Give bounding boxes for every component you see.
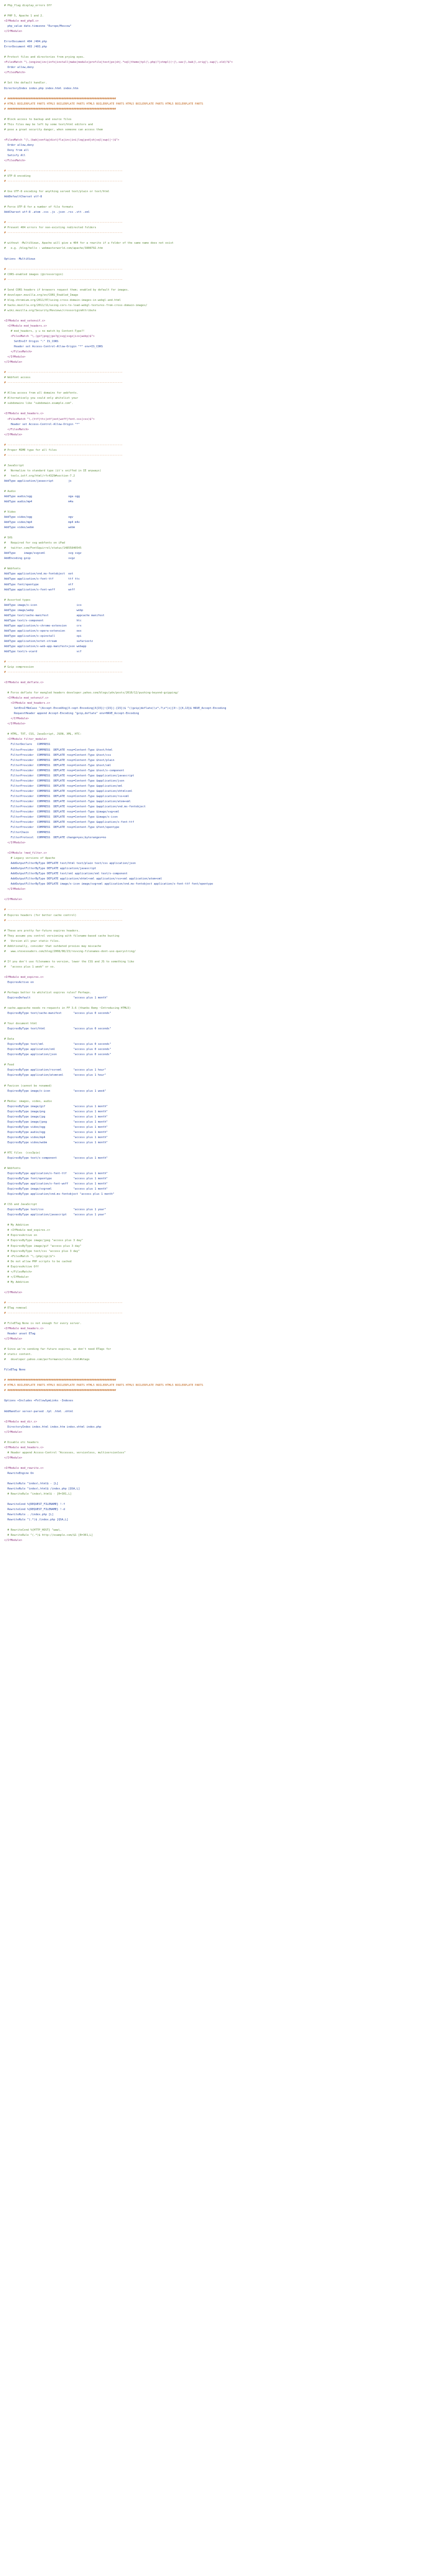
code-line: # ---------------------------------------------------------------------- [4, 221, 123, 225]
code-line [4, 215, 426, 220]
code-line: </IfModule> [4, 355, 26, 359]
code-line [4, 1217, 426, 1223]
code-line: # blog.chromium.org/2011/07/using-cross-domain-images-in-webgl-and.html [4, 298, 121, 302]
code-line: ExpiresByType application/json "access plus 0 seconds" [4, 1053, 111, 1057]
code-line: FilterProvider COMPRESS DEFLATE resp=Content-Type $application/xml [4, 784, 123, 788]
code-line [4, 132, 426, 138]
code-line: # ---------------------------------------------------------------------- [4, 267, 123, 271]
code-line: FileETag None [4, 1368, 26, 1372]
code-line: ExpiresByType image/gif "access plus 1 month" [4, 1105, 108, 1108]
code-line [4, 1031, 426, 1037]
code-line: ExpiresByType application/rss+xml "access plus 1 hour" [4, 1069, 106, 1072]
code-line: # ExpiresActive on [4, 1234, 37, 1238]
code-line [4, 1461, 426, 1466]
code-line: AddType image/webp webp [4, 608, 84, 612]
code-line: # Gzip compression [4, 666, 34, 669]
code-line: # ---------------------------------------------------------------------- [4, 1311, 123, 1315]
code-line [4, 845, 426, 851]
code-line: ExpiresByType application/xml "access plus 0 seconds" [4, 1048, 111, 1052]
code-line: # ---------------------------------------------------------------------- [4, 908, 123, 912]
code-line: </IfModule> [4, 888, 26, 891]
code-line: Options +Includes +FollowSymLinks -Indexes [4, 1399, 73, 1403]
code-line [4, 262, 426, 267]
code-line: # ---------------------------------------------------------------------- [4, 671, 123, 674]
code-line: AddType video/mp4 mp4 m4v [4, 521, 80, 524]
code-line: # ---------------------------------------------------------------------- [4, 660, 123, 664]
code-line: # ################################################################## [4, 97, 116, 100]
code-line [4, 685, 426, 690]
code-line: # mod_headers, y u no match by Content-Type?! [4, 329, 85, 333]
code-line: ExpiresByType application/atom+xml "access plus 1 hour" [4, 1074, 106, 1077]
code-line: FilterProvider COMPRESS DEFLATE resp=Content-Type $text/css [4, 753, 111, 757]
code-line: # Your document html [4, 1022, 37, 1026]
code-line: # ################################################################## [4, 1389, 116, 1393]
code-line: RewriteCond %{REQUEST_FILENAME} !-f [4, 1503, 65, 1506]
code-line: <IfModule mod_php5.c> [4, 20, 39, 23]
code-line [4, 406, 426, 411]
code-line: # Force deflate for mangled headers developer.yahoo.com/blogs/ydn/posts/2010/12/pushing-beyond-gzipping/ [4, 691, 179, 695]
code-line: ExpiresByType text/x-component "access plus 1 month" [4, 1156, 108, 1160]
code-line [4, 437, 426, 443]
code-line: ExpiresByType text/css "access plus 1 year" [4, 1208, 106, 1212]
code-line [4, 1001, 426, 1006]
code-line: FilterProvider COMPRESS DEFLATE resp=Content-Type $image/x-icon [4, 815, 118, 819]
code-line: # twitter.com/FontSquirrel/status/14855840545 [4, 547, 81, 550]
code-line: # Force UTF-8 for a number of file formats [4, 206, 73, 209]
code-line [4, 184, 426, 189]
code-line: # e.g. /blog/hello : webmasterworld.com/apache/3808792.htm [4, 247, 103, 250]
code-line: Satisfy All [4, 154, 26, 157]
code-line: AddType text/x-component htc [4, 619, 81, 622]
code-line: Header unset ETag [4, 1332, 36, 1336]
code-line: # Php_flag display_errors Off [4, 4, 52, 7]
code-line: </IfModule> [4, 1291, 23, 1294]
code-line [4, 1161, 426, 1166]
code-line: </FilesMatch> [4, 350, 32, 354]
code-line: AddEncoding gzip svgz [4, 557, 75, 561]
code-line: FilterProtocol COMPRESS DEFLATE change=yes;byteranges=no [4, 836, 106, 840]
code-line: FilterChain COMPRESS [4, 831, 51, 834]
code-line: RewriteRule . /index.php [L] [4, 1513, 54, 1517]
code-line: RewriteCond %{REQUEST_FILENAME} !-d [4, 1508, 65, 1512]
code-line: DirectoryIndex index.php index.html index.htm [4, 87, 78, 90]
code-line [4, 1476, 426, 1481]
code-line: # Disable etc headers [4, 1440, 39, 1444]
code-line: ExpiresByType application/x-font-ttf "access plus 1 month" [4, 1172, 108, 1176]
code-line [4, 1435, 426, 1440]
code-line [4, 1285, 426, 1290]
code-line [4, 985, 426, 990]
code-line: ExpiresActive on [4, 980, 34, 984]
code-line: Options -MultiViews [4, 257, 36, 261]
code-line: # HTML, TXT, CSS, JavaScript, JSON, XML, HTC: [4, 733, 81, 736]
code-line: # UTF-8 encoding [4, 175, 31, 178]
code-line: <IfModule mod_headers.c> [4, 1327, 44, 1330]
code-line: AddOutputFilterByType DEFLATE application/javascript [4, 867, 96, 871]
code-line: ExpiresByType image/jpg "access plus 1 month" [4, 1115, 108, 1118]
code-line: AddDefaultCharset utf-8 [4, 195, 42, 199]
code-line: ExpiresByType image/svg+xml "access plus 1 month" [4, 1188, 108, 1191]
code-line: # ---------------------------------------------------------------------- [4, 278, 123, 281]
code-line: # ---------------------------------------------------------------------- [4, 170, 123, 173]
code-line [4, 923, 426, 928]
code-line: AddHandler server-parsed .tpl .html .shtml [4, 1410, 73, 1413]
code-line: RewriteRule ^(.*)$ /index.php [QSA,L] [4, 1518, 69, 1522]
code-line: # ---------------------------------------------------------------------- [4, 453, 123, 457]
code-line: <IfModule mod_headers.c> [4, 702, 51, 705]
code-line: </IfModule> [4, 1337, 23, 1341]
code-line: # Send CORS headers if browsers request them; enabled by default for images. [4, 288, 129, 292]
code-line: # Set the default handler. [4, 81, 47, 85]
code-line: # <IfModule mod_expires.c> [4, 1229, 51, 1232]
code-line: </IfModule> [4, 30, 23, 33]
code-line: ErrorDocument 403 /403.php [4, 45, 47, 49]
code-line: SetEnvIfNoCase ^(Accept-EncodXng|X-cept-Encoding|X{15}|~{15}|-{15})$ ^((gzip|deflate)\s*,?\s*)+|[X~-]{4,13}$ HAVE_Accept-Encoding [4, 707, 226, 710]
code-line: # Webfont access [4, 376, 31, 380]
code-line [4, 458, 426, 463]
code-line [4, 112, 426, 117]
code-line: # Version all your static files. [4, 939, 60, 943]
code-line [4, 892, 426, 897]
code-line: AddType video/ogg ogv [4, 516, 73, 519]
code-line: RewriteEngine On [4, 1471, 34, 1475]
code-line: AddType image/svg+xml svg svgz [4, 552, 81, 555]
code-line [4, 34, 426, 39]
code-line: # Media: images, video, audio [4, 1099, 52, 1103]
code-line [4, 1094, 426, 1099]
code-line: # Expires headers (for better cache control) [4, 913, 77, 917]
code-line: # Use UTF-8 encoding for anything served text/plain or text/html [4, 190, 110, 194]
code-line: <FilesMatch "(\.(bak|config|dist|fla|inc|ini|log|psd|sh|sql|swp)|~)$"> [4, 138, 120, 142]
code-line: <IfModule mod_setenvif.c> [4, 319, 45, 323]
code-line: AddOutputFilterByType DEFLATE application/xhtml+xml application/rss+xml application/atom+xml [4, 877, 162, 881]
code-line [4, 1403, 426, 1409]
code-line: </FilesMatch> [4, 159, 26, 162]
code-line: # Required for svg webfonts on iPad [4, 541, 65, 545]
code-line [4, 1295, 426, 1300]
code-line: <IfModule filter_module> [4, 738, 47, 741]
code-line: # CORS-enabled images (@crossorigin) [4, 273, 63, 276]
code-line: AddType application/x-opera-extension oex [4, 629, 81, 633]
code-line: # hacks.mozilla.org/2011/11/using-cors-to-load-webgl-textures-from-cross-domain-images/ [4, 303, 148, 307]
code-line: php_value date.timezone "Europe/Moscow" [4, 25, 72, 28]
code-line: # ---------------------------------------------------------------------- [4, 231, 123, 235]
code-line: # ---------------------------------------------------------------------- [4, 371, 123, 375]
code-line [4, 1016, 426, 1021]
code-line [4, 561, 426, 566]
code-line: FilterProvider COMPRESS DEFLATE resp=Content-Type $application/vnd.ms-fontobject [4, 805, 146, 808]
code-line: # ################################################################## [4, 1379, 116, 1382]
code-line [4, 1197, 426, 1202]
code-line: FilterProvider COMPRESS DEFLATE resp=Content-Type $text/plain [4, 758, 114, 762]
code-line [4, 313, 426, 318]
code-line: </IfModule> [4, 1539, 23, 1543]
code-line: AddType application/x-xpinstall xpi [4, 634, 81, 638]
code-line: # pose a great security danger, when someone can access them [4, 128, 103, 131]
code-line: # Webfonts [4, 567, 21, 571]
code-line: # My Addition [4, 1280, 29, 1284]
code-line [4, 8, 426, 13]
code-line [4, 484, 426, 489]
code-line: # Data [4, 1038, 14, 1041]
code-line: # ---------------------------------------------------------------------- [4, 443, 123, 447]
code-line: </IfModule> [4, 433, 23, 436]
code-line: FilterProvider COMPRESS DEFLATE resp=Content-Type $application/x-font-ttf [4, 820, 134, 824]
code-line: # ETag removal [4, 1306, 27, 1310]
code-line: </IfModule> [4, 361, 23, 364]
code-line [4, 1497, 426, 1502]
code-line: ExpiresByType font/opentype "access plus 1 month" [4, 1177, 108, 1181]
code-line: FilterProvider COMPRESS DEFLATE resp=Content-Type $text/x-component [4, 769, 124, 772]
code-line: AddOutputFilterByType DEFLATE text/xml application/xml text/x-component [4, 872, 128, 876]
code-line: # Favicon (cannot be renamed) [4, 1084, 52, 1088]
code-line [4, 1522, 426, 1528]
code-line: RewriteRule ^index\.html$ /index.php [QSA,L] [4, 1487, 80, 1490]
code-line [4, 1372, 426, 1378]
code-line: <FilesMatch "\.(gif|png|jpe?g|svg|svgz|ico|webp)$"> [4, 335, 95, 338]
code-line [4, 282, 426, 287]
code-line: # CSS and JavaScript [4, 1203, 37, 1207]
code-line: AddType application/octet-stream safariextz [4, 639, 93, 643]
code-line: <IfModule mod_expires.c> [4, 975, 44, 979]
code-line: # These are pretty far-future expires headers. [4, 929, 80, 933]
code-line: # Additionally, consider that outdated proxies may miscache [4, 944, 102, 948]
code-line: RewriteRule ^index\.html$ - [L] [4, 1482, 59, 1485]
code-line: <FilesMatch "\.(engine|inc|info|install|make|module|profile|test|po|sh|.*sql|theme|tpl(\.php)?|xtmpl)(~|\.sav|\.bak|\.orig|\.swp|\.old)?$"> [4, 61, 233, 64]
code-line: AddType text/cache-manifest appcache manifest [4, 614, 105, 617]
code-line [4, 954, 426, 959]
code-line: # Block access to backup and source files [4, 117, 72, 121]
code-line [4, 1078, 426, 1083]
code-line [4, 365, 426, 370]
code-line: FilterProvider COMPRESS DEFLATE resp=Content-Type $application/rss+xml [4, 794, 129, 798]
code-line: # ---------------------------------------------------------------------- [4, 381, 123, 385]
code-line: FilterProvider COMPRESS DEFLATE resp=Content-Type $application/atom+xml [4, 800, 131, 803]
code-line: AddType application/x-chrome-extension crx [4, 624, 81, 628]
code-line: Header set Access-Control-Allow-Origin "*" [4, 422, 80, 426]
code-line: # This files may be left by some text/html editors and [4, 123, 93, 126]
code-line: <FilesMatch "\.(ttf|ttc|otf|eot|woff|font.css|css)$"> [4, 417, 95, 421]
code-line: # Proper MIME type for all files [4, 448, 57, 452]
code-line: ExpiresByType video/mp4 "access plus 1 month" [4, 1136, 108, 1139]
code-line: ExpiresDefault "access plus 1 month" [4, 996, 108, 999]
code-line: # HTML5 BOILERPLATE PARTS HTML5 BOILERPLATE PARTS HTML5 BOILERPLATE PARTS HTML5 BOILERPLATE PARTS HTML5 BOILERPLATE PARTS [4, 102, 203, 106]
code-line: # ExpiresByType image/jpeg "access plus 3 day" [4, 1239, 84, 1243]
code-line: # Allow access from all domains for webfonts. [4, 392, 78, 395]
code-line: # wiki.mozilla.org/Security/Reviews/crossoriginAttribute [4, 309, 96, 312]
code-line: Header set Access-Control-Allow-Origin "*" env=IS_CORS [4, 345, 103, 349]
code-line [4, 1414, 426, 1419]
code-line: # ExpiresActive Off [4, 1265, 39, 1268]
code-line: # developer.yahoo.com/performance/rules.html#etags [4, 1358, 90, 1362]
code-line [4, 592, 426, 598]
code-line: # tools.ietf.org/html/rfc4329#section-7.2 [4, 474, 75, 478]
code-line: SetEnvIf Origin ":" IS_CORS [4, 340, 59, 344]
code-line: AddType application/javascript js [4, 479, 72, 483]
code-line [4, 75, 426, 80]
code-line [4, 726, 426, 732]
code-line: ExpiresByType image/x-icon "access plus 1 week" [4, 1089, 106, 1093]
code-line: ExpiresByType text/html "access plus 0 seconds" [4, 1027, 111, 1031]
code-line: <IfModule mod_deflate.c> [4, 681, 44, 685]
code-line: AddType image/x-icon ico [4, 603, 81, 607]
code-line: # ---------------------------------------------------------------------- [4, 919, 123, 922]
code-line: </FilesMatch> [4, 428, 29, 431]
code-line: # They assume you control versioning with filename-based cache busting [4, 934, 120, 938]
code-line: # Normalize to standard type (it's sniffed in IE anyways) [4, 469, 102, 472]
code-line: ExpiresByType application/vnd.ms-fontobject "access plus 1 month" [4, 1193, 114, 1196]
code-line [4, 675, 426, 680]
code-line: # Header append Access-Control "Accesses, versionless, multiversionless" [4, 1451, 126, 1454]
code-line: Deny from all [4, 148, 29, 152]
code-line: Order allow,deny [4, 143, 34, 147]
code-line: AddOutputFilterByType DEFLATE text/html text/plain text/css application/json [4, 862, 136, 866]
code-line: FilterProvider COMPRESS DEFLATE resp=Content-Type $text/xml [4, 764, 111, 767]
code-line: AddType application/vnd.ms-fontobject eot [4, 572, 73, 576]
code-line: FilterProvider COMPRESS DEFLATE resp=Content-Type $font/opentype [4, 825, 120, 829]
code-line: FilterProvider COMPRESS DEFLATE resp=Content-Type $text/html [4, 748, 113, 752]
code-line: # SVG [4, 536, 12, 540]
code-line: # PHP 5, Apache 1 and 2. [4, 14, 44, 18]
code-line: ExpiresByType text/xml "access plus 0 seconds" [4, 1043, 111, 1046]
code-line: # HTC files (css3pie) [4, 1151, 41, 1155]
code-line: # RewriteRule ^(.*)$ http://example.com/$1 [R=301,L] [4, 1534, 93, 1537]
code-line: # RewriteCond %{HTTP_HOST} ^www\. [4, 1529, 62, 1532]
code-line: </IfModule> [4, 898, 23, 902]
code-line: # If you don't use filenames to version, lower the CSS and JS to something like [4, 960, 134, 963]
code-line: AddType application/x-web-app-manifest+json webapp [4, 645, 87, 648]
code-line: ExpiresByType image/png "access plus 1 month" [4, 1110, 108, 1113]
code-line: AddType audio/mp4 m4a [4, 500, 73, 503]
code-line: # Alternatively you could only whitelist your [4, 397, 78, 400]
code-line [4, 251, 426, 257]
code-line: AddType text/x-vcard vcf [4, 650, 81, 653]
code-line: # ################################################################## [4, 107, 116, 111]
code-line: # ExpiresByType image/gif "access plus 3 day" [4, 1244, 81, 1248]
code-line: # static content. [4, 1353, 32, 1357]
code-line: # JavaScript [4, 464, 24, 467]
code-line: # Perhaps better to whitelist expires rules? Perhaps. [4, 991, 92, 994]
code-line: # ExpiresByType text/css "access plus 3 day" [4, 1249, 80, 1253]
code-line: # cache.appcache needs re-requests in FF 3.6 (thanks Remy ~Introducing HTML5) [4, 1007, 131, 1010]
code-line: # www.stevesouders.com/blog/2008/08/23/revving-filenames-dont-use-querystring/ [4, 950, 136, 953]
code-line [4, 1362, 426, 1367]
code-line: FilterDeclare COMPRESS [4, 743, 51, 747]
code-line: ExpiresByType application/x-font-woff "access plus 1 month" [4, 1182, 108, 1186]
code-line: FilterProvider COMPRESS DEFLATE resp=Content-Type $application/json [4, 779, 124, 783]
code-line: # </IfModule> [4, 1275, 29, 1279]
code-line: AddType application/x-font-ttf ttf ttc [4, 578, 80, 581]
code-line: ExpiresByType image/jpeg "access plus 1 month" [4, 1120, 108, 1124]
code-line: </IfModule> [4, 1430, 23, 1434]
code-line: # ---------------------------------------------------------------------- [4, 180, 123, 183]
code-line [4, 1145, 426, 1150]
code-line: # </FilesMatch> [4, 1270, 32, 1274]
code-line [4, 504, 426, 510]
code-line: AddCharset utf-8 .atom .css .js .json .rss .vtt .xml [4, 211, 90, 214]
code-line: <IfModule mod_dir.c> [4, 1420, 37, 1423]
code-line: ExpiresByType application/javascript "access plus 1 year" [4, 1213, 106, 1217]
code-line: # Prevent 404 errors for non-existing redirected folders [4, 226, 96, 230]
code-line: FilterProvider COMPRESS DEFLATE resp=Content-Type $application/javascript [4, 774, 134, 777]
code-line [4, 199, 426, 205]
code-line [4, 902, 426, 907]
code-line [4, 1316, 426, 1321]
code-line: # My Addition [4, 1224, 29, 1227]
code-line: # Audio [4, 489, 16, 493]
code-line: Order allow,deny [4, 66, 34, 70]
code-line: AddType video/webm webm [4, 526, 75, 530]
code-line: <IfModule mod_headers.c> [4, 1446, 44, 1449]
code-line [4, 654, 426, 659]
code-line: <IfModule !mod_filter.c> [4, 852, 47, 855]
code-line: # <FilesMatch "\.(php|cgi)$"> [4, 1255, 55, 1258]
code-line [4, 1342, 426, 1347]
code-line: <IfModule mod_rewrite.c> [4, 1466, 44, 1470]
code-line: # Feed [4, 1063, 14, 1067]
code-line: AddOutputFilterByType DEFLATE image/x-icon image/svg+xml application/vnd.ms-fontobject application/x-font-ttf font/opentype [4, 883, 214, 886]
code-line: # HTML5 BOILERPLATE PARTS HTML5 BOILERPLATE PARTS HTML5 BOILERPLATE PARTS HTML5 BOILERPLATE PARTS HTML5 BOILERPLATE PARTS [4, 1384, 203, 1387]
code-line: <IfModule mod_headers.c> [4, 412, 44, 416]
code-line: # subdomains like "subdomain.example.com". [4, 402, 73, 405]
code-line: DirectoryIndex index.html index.htm index.shtml index.php [4, 1425, 102, 1429]
code-line: <IfModule mod_headers.c> [4, 324, 47, 328]
code-line: # Legacy versions of Apache [4, 857, 55, 860]
code-line: # FileETag None is not enough for every server. [4, 1321, 81, 1325]
code-line: ExpiresByType video/webm "access plus 1 month" [4, 1141, 108, 1144]
code-line [4, 970, 426, 975]
code-line: </IfModule> [4, 841, 26, 845]
code-line: # Since we're sending far-future expires, we don't need ETags for [4, 1348, 111, 1351]
code-line: FilterProvider COMPRESS DEFLATE resp=Content-Type $image/svg+xml [4, 810, 120, 814]
code-line: # without -MultiViews, Apache will give a 404 for a rewrite if a folder of the same name does not exist [4, 242, 174, 245]
code-line: AddType application/x-font-woff woff [4, 588, 75, 591]
code-line: # Assorted types [4, 598, 31, 602]
code-line: <IfModule mod_setenvif.c> [4, 697, 49, 700]
code-line: ExpiresByType video/ogg "access plus 1 month" [4, 1125, 108, 1129]
code-line: ErrorDocument 404 /404.php [4, 40, 47, 44]
code-line: AddType audio/ogg oga ogg [4, 495, 80, 498]
code-line: RequestHeader append Accept-Encoding "gzip,deflate" env=HAVE_Accept-Encoding [4, 712, 139, 716]
code-line: # Webfonts [4, 1167, 21, 1171]
code-line: ExpiresByType text/cache-manifest "access plus 0 seconds" [4, 1012, 111, 1015]
code-line [4, 385, 426, 391]
code-line: # developer.mozilla.org/en/CORS_Enabled_Image [4, 293, 78, 297]
code-line [4, 1057, 426, 1062]
code-line: </IfModule> [4, 1456, 23, 1460]
code-line [4, 163, 426, 168]
code-line [4, 1393, 426, 1398]
code-line: # RewriteRule ^index\.html$ - [R=301,L] [4, 1493, 72, 1496]
code-line [4, 49, 426, 55]
code-line: </IfModule> [4, 717, 29, 721]
code-line: # Video [4, 511, 16, 514]
code-line: # "access plus 1 week" or so. [4, 965, 55, 969]
code-line: AddType font/opentype otf [4, 583, 73, 586]
code-line [4, 235, 426, 241]
code-line: ExpiresByType audio/ogg "access plus 1 month" [4, 1130, 108, 1134]
code-line [4, 91, 426, 96]
code-line [4, 530, 426, 535]
code-line: </FilesMatch> [4, 71, 26, 75]
code-line: # Do not allow PHP scripts to be cached [4, 1260, 72, 1263]
code-line: # Protect files and directories from prying eyes. [4, 56, 85, 59]
code-line: # ---------------------------------------------------------------------- [4, 1301, 123, 1304]
code-line: FilterProvider COMPRESS DEFLATE resp=Content-Type $application/xhtml+xml [4, 789, 133, 793]
code-line: </IfModule> [4, 722, 26, 726]
